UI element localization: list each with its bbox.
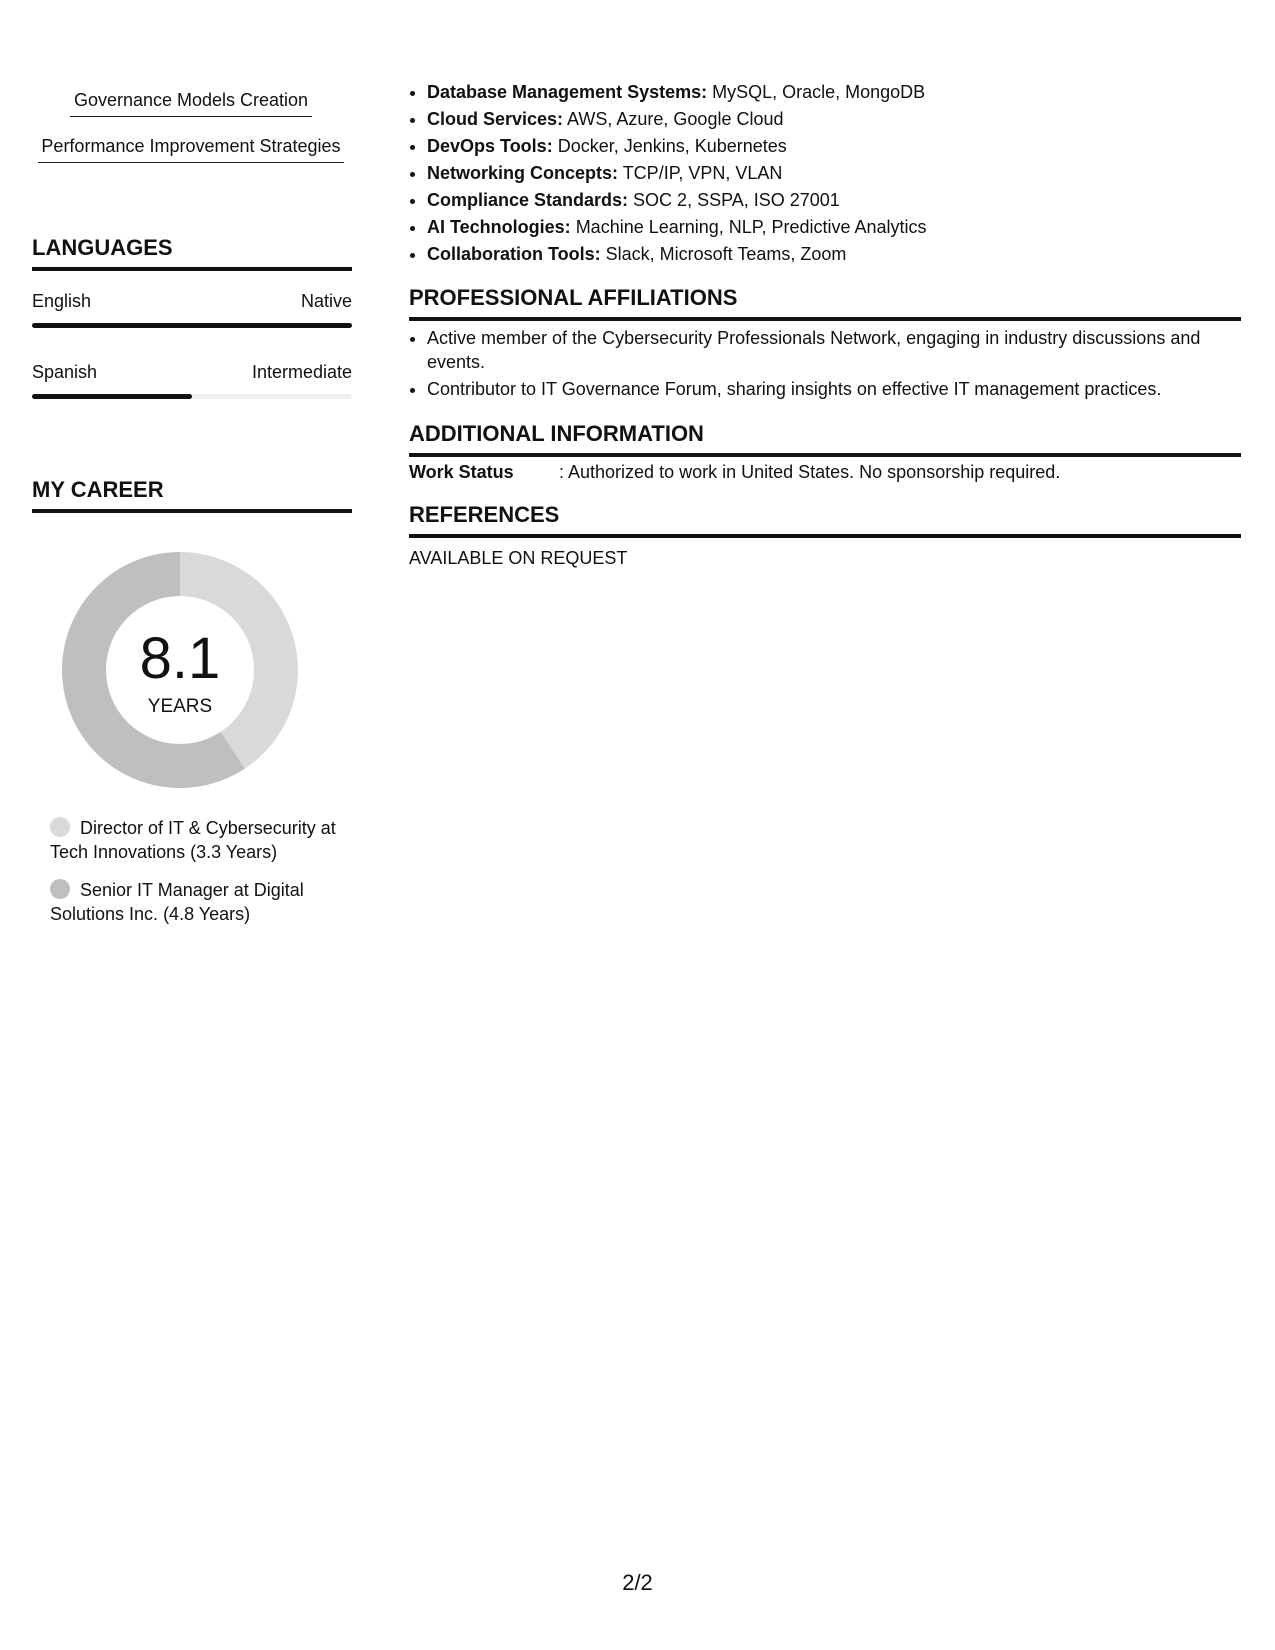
list-item xyxy=(427,214,1259,241)
tool-category: Cloud Services: xyxy=(427,109,564,129)
tool-category: Database Management Systems: xyxy=(427,82,708,102)
career-legend xyxy=(50,816,340,940)
legend-label: Director of IT & Cybersecurity at Tech Innovations (3.3 Years) xyxy=(50,818,336,862)
references-title: REFERENCES xyxy=(409,501,1241,538)
language-item xyxy=(32,289,352,328)
skill-tag: Performance Improvement Strategies xyxy=(38,134,344,163)
language-bar xyxy=(32,323,352,328)
languages-title: LANGUAGES xyxy=(32,234,352,271)
legend-label: Senior IT Manager at Digital Solutions Inc. (4.8 Years) xyxy=(50,880,304,924)
languages-section xyxy=(32,234,352,399)
language-name: English xyxy=(32,291,92,311)
tool-category: Networking Concepts: xyxy=(427,163,619,183)
legend-item xyxy=(50,816,340,864)
list-item xyxy=(427,79,1259,106)
tools-list xyxy=(409,79,1259,268)
career-donut-chart xyxy=(56,546,304,794)
career-total: 8.1 xyxy=(139,626,221,691)
language-level: Native xyxy=(300,291,352,311)
tool-values: MySQL, Oracle, MongoDB xyxy=(707,82,926,102)
career-title: MY CAREER xyxy=(32,476,352,513)
list-item xyxy=(427,187,1259,214)
list-item xyxy=(427,133,1259,160)
career-section xyxy=(32,476,352,513)
legend-dot-icon xyxy=(50,879,70,899)
list-item xyxy=(427,106,1259,133)
skill-tag: Governance Models Creation xyxy=(70,88,312,117)
references-text: AVAILABLE ON REQUEST xyxy=(409,548,628,568)
tool-category: DevOps Tools: xyxy=(427,136,553,156)
list-item: • Contributor to IT Governance Forum, sharing insights on effective IT management practices. xyxy=(427,377,1259,401)
page-number: 2/2 xyxy=(622,1570,653,1595)
tool-values: Slack, Microsoft Teams, Zoom xyxy=(600,244,847,264)
tool-values: AWS, Azure, Google Cloud xyxy=(563,109,784,129)
list-item: • Active member of the Cybersecurity Professionals Network, engaging in industry discussions and events. xyxy=(427,326,1259,374)
work-status-label: Work Status xyxy=(409,462,514,482)
tool-values: SOC 2, SSPA, ISO 27001 xyxy=(628,190,840,210)
work-status-row xyxy=(409,460,1241,484)
list-item xyxy=(427,160,1259,187)
language-bar-fill xyxy=(32,323,352,328)
work-status-value: : Authorized to work in United States. No sponsorship required. xyxy=(559,462,1061,482)
tool-values: TCP/IP, VPN, VLAN xyxy=(618,163,783,183)
legend-item xyxy=(50,878,340,926)
tool-values: Docker, Jenkins, Kubernetes xyxy=(552,136,787,156)
tool-values: Machine Learning, NLP, Predictive Analytics xyxy=(570,217,927,237)
list-item xyxy=(427,241,1259,268)
language-bar xyxy=(32,394,352,399)
language-level: Intermediate xyxy=(251,362,352,382)
tool-category: Collaboration Tools: xyxy=(427,244,601,264)
affiliations-list xyxy=(409,326,1259,404)
tool-category: Compliance Standards: xyxy=(427,190,629,210)
additional-info-title: ADDITIONAL INFORMATION xyxy=(409,420,1241,457)
legend-dot-icon xyxy=(50,817,70,837)
language-bar-fill xyxy=(32,394,192,399)
career-unit: YEARS xyxy=(147,696,213,717)
language-name: Spanish xyxy=(32,362,98,382)
tool-category: AI Technologies: xyxy=(427,217,571,237)
language-item xyxy=(32,360,352,399)
affiliations-title: PROFESSIONAL AFFILIATIONS xyxy=(409,284,1241,321)
